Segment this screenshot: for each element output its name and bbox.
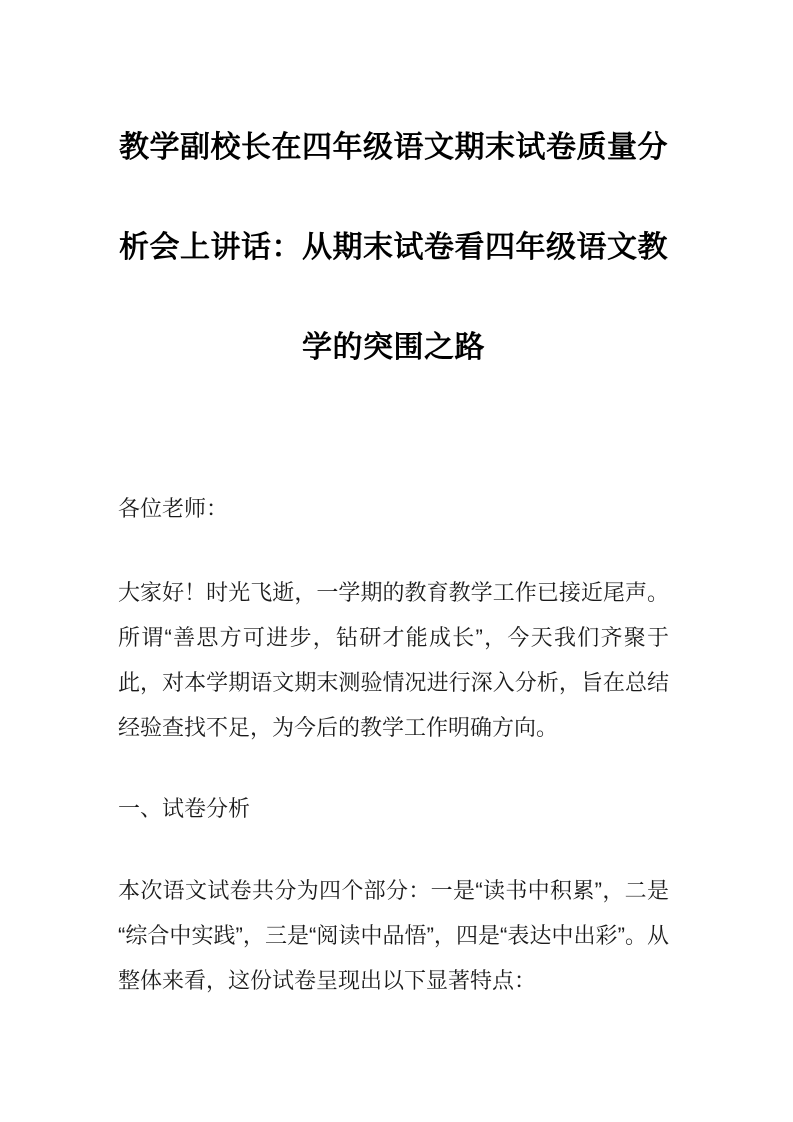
paragraph-greeting: 大家好！时光飞逝，一学期的教育教学工作已接近尾声。所谓“善思方可进步，钻研才能成长”，今天我们齐聚于此，对本学期语文期末测验情况进行深入分析，旨在总结经验查找不足，为今后的教学工作明确方向。: [118, 580, 669, 740]
document-title-line-3: 学的突围之路: [302, 331, 485, 364]
paragraph-salutation: 各位老师：: [118, 496, 229, 521]
document-title-line-1: 教学副校长在四年级语文期末试卷质量分: [119, 131, 668, 164]
paragraph-exam-overview: 本次语文试卷共分为四个部分：一是“读书中积累”，二是“综合中实践”，三是“阅读中品悟”，四是“表达中出彩”。从整体来看，这份试卷呈现出以下显著特点：: [118, 878, 669, 993]
document-title-line-2: 析会上讲话：从期末试卷看四年级语文教: [119, 231, 668, 264]
document-body: [118, 486, 669, 1003]
section-heading-1: 一、试卷分析: [118, 796, 251, 821]
document-title: [118, 98, 669, 398]
